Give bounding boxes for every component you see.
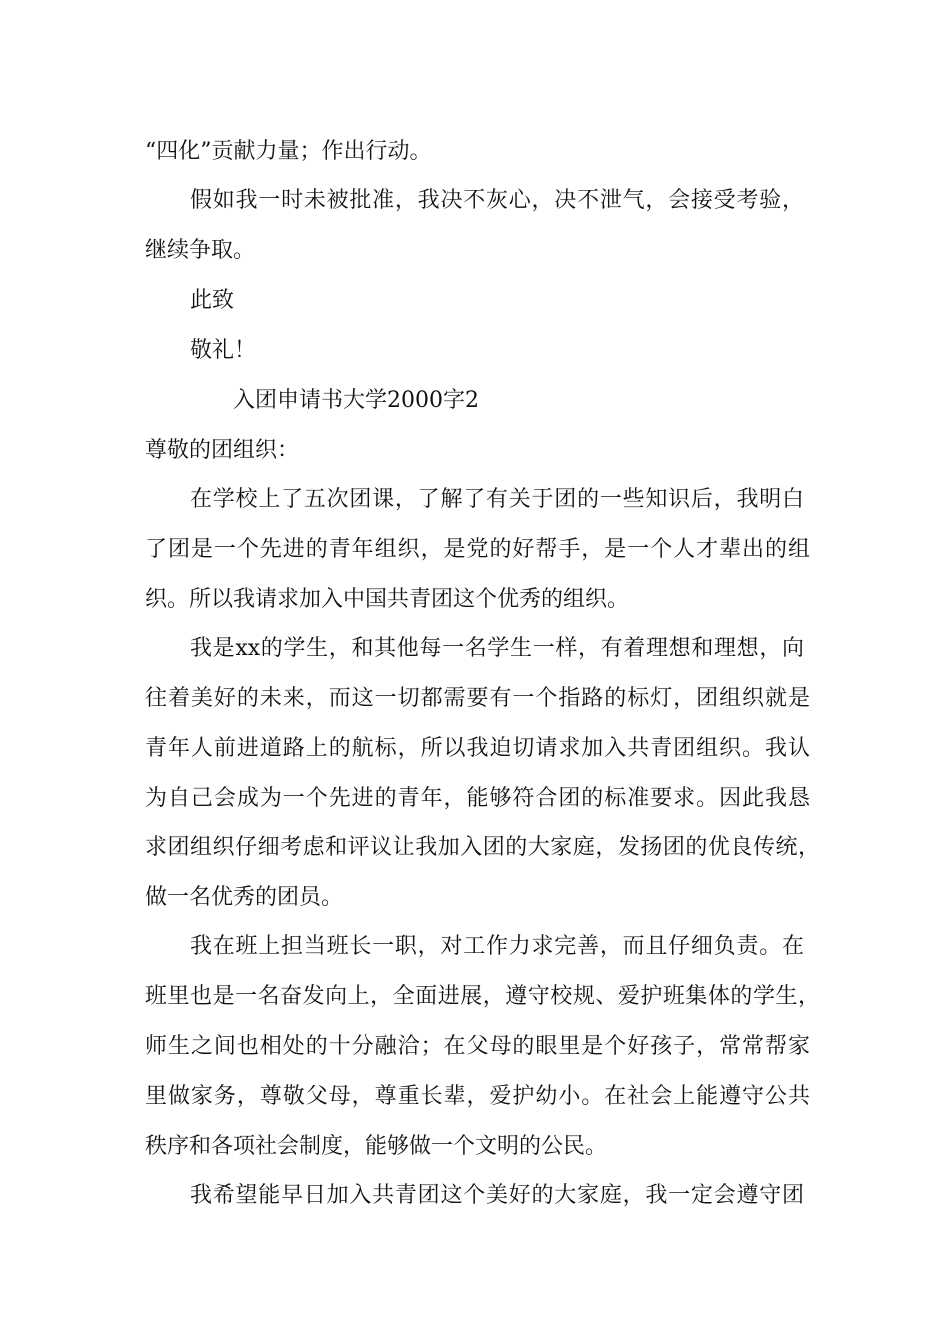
text-line: 我是xx的学生，和其他每一名学生一样，有着理想和理想，向 [190,636,804,661]
text-line: 我希望能早日加入共青团这个美好的大家庭，我一定会遵守团 [190,1183,804,1208]
text-line: 往着美好的未来，而这一切都需要有一个指路的标灯，团组织就是 [145,686,810,711]
text-line: 做一名优秀的团员。 [145,885,344,910]
text-line: 为自己会成为一个先进的青年，能够符合团的标准要求。因此我恳 [145,786,810,811]
text-line: 求团组织仔细考虑和评议让我加入团的大家庭，发扬团的优良传统， [145,835,820,860]
text-line: 继续争取。 [145,238,256,263]
section-title: 入团申请书大学2000字2 [233,388,479,413]
text-line: 青年人前进道路上的航标，所以我迫切请求加入共青团组织。我认 [145,736,810,761]
text-line: 在学校上了五次团课，了解了有关于团的一些知识后，我明白 [190,487,804,512]
text-line: 秩序和各项社会制度，能够做一个文明的公民。 [145,1134,608,1159]
text-line: “四化”贡献力量；作出行动。 [145,139,432,164]
text-line: 班里也是一名奋发向上，全面进展，遵守校规、爱护班集体的学生， [145,984,820,1009]
text-line: 师生之间也相处的十分融洽；在父母的眼里是个好孩子，常常帮家 [145,1034,810,1059]
salutation-line: 此致 [190,288,235,313]
addressee-line: 尊敬的团组织： [145,438,300,463]
text-line: 我在班上担当班长一职，对工作力求完善，而且仔细负责。在 [190,934,804,959]
text-line: 了团是一个先进的青年组织，是党的好帮手，是一个人才辈出的组 [145,537,810,562]
text-line: 里做家务，尊敬父母，尊重长辈，爱护幼小。在社会上能遵守公共 [145,1084,810,1109]
closing-line: 敬礼！ [190,338,257,363]
text-line: 假如我一时未被批准，我决不灰心，决不泄气，会接受考验， [190,188,804,213]
text-line: 织。所以我请求加入中国共青团这个优秀的组织。 [145,587,630,612]
